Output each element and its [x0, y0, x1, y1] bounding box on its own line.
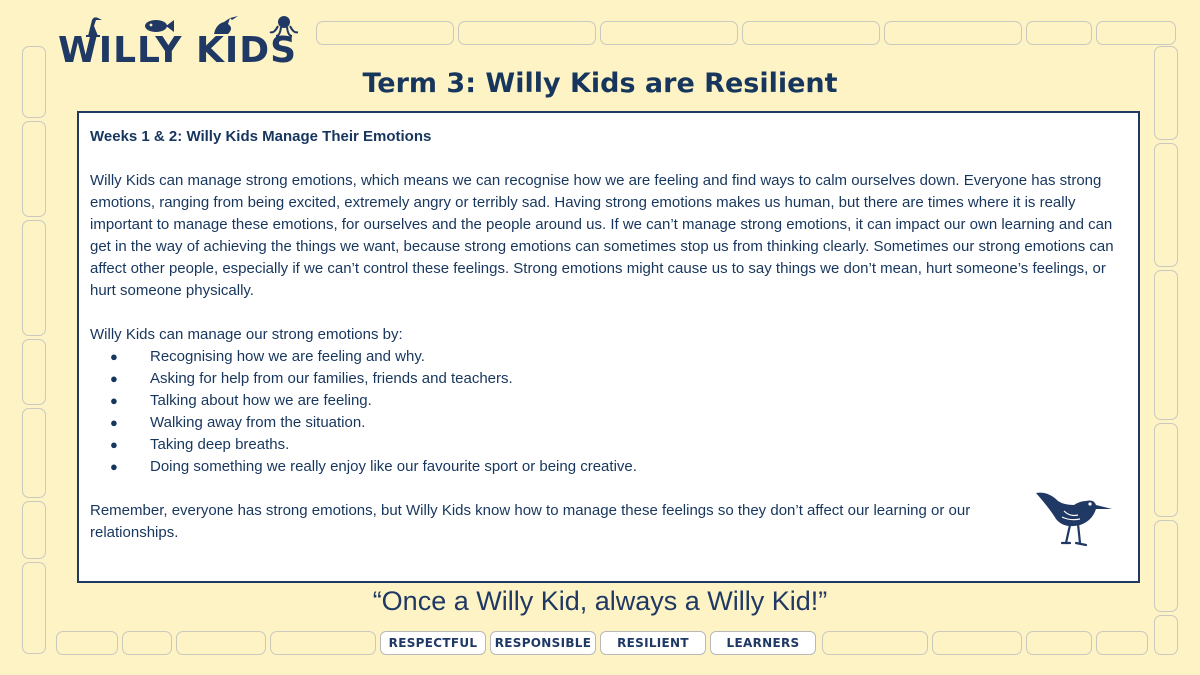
frame-tile [22, 501, 46, 559]
list-item-text: Asking for help from our families, friends and teachers. [150, 370, 513, 387]
frame-tile [1096, 631, 1148, 655]
frame-tile [176, 631, 266, 655]
bullet-icon: ● [110, 415, 118, 430]
intro-paragraph: Willy Kids can manage strong emotions, which means we can recognise how we are feeling and find ways to calm ourselves down. Everyone has strong emotions, ranging from being excited, extremely angry or terribly sad. Having strong emotions makes us human, but there are times where it is really important to manage these emotions, for ourselves and the people around us. If we can’t manage strong emotions, it can impact our own learning and can get in the way of achieving the things we want, because strong emotions can sometimes stop us from thinking clearly. Sometimes our strong emotions can affect other people, especially if we can’t control these feelings. Strong emotions might cause us to say things we don’t mean, hurt someone’s feelings, or hurt someone physically. [90, 172, 1114, 299]
frame-tile [932, 631, 1022, 655]
list-item-text: Recognising how we are feeling and why. [150, 348, 425, 365]
strategies-list [90, 346, 1127, 478]
frame-tile [270, 631, 376, 655]
closing-paragraph: Remember, everyone has strong emotions, but Willy Kids know how to manage these feelings so they don’t affect our learning or our relationships. [90, 502, 971, 541]
logo-text: WILLY KIDS [58, 30, 298, 71]
list-item-text: Talking about how we are feeling. [150, 392, 372, 409]
list-item [90, 368, 1127, 390]
bullet-icon: ● [110, 349, 118, 364]
list-item-text: Taking deep breaths. [150, 436, 290, 453]
value-tile-respectful: RESPECTFUL [380, 631, 486, 655]
frame-tile [1154, 270, 1178, 420]
frame-tile [22, 339, 46, 405]
bullet-icon: ● [110, 459, 118, 474]
value-tile-learners: LEARNERS [710, 631, 816, 655]
frame-tile [822, 631, 928, 655]
section-heading: Weeks 1 & 2: Willy Kids Manage Their Emotions [90, 128, 432, 145]
frame-tile [22, 121, 46, 217]
frame-tile [1154, 615, 1178, 655]
list-item [90, 456, 1127, 478]
bullet-icon: ● [110, 437, 118, 452]
bullet-icon: ● [110, 371, 118, 386]
frame-tile [22, 220, 46, 336]
frame-tile [742, 21, 880, 45]
list-item [90, 346, 1127, 368]
willet-bird-icon [1034, 487, 1114, 551]
list-intro: Willy Kids can manage our strong emotions by: [90, 326, 403, 343]
value-tile-responsible: RESPONSIBLE [490, 631, 596, 655]
frame-tile [1096, 21, 1176, 45]
frame-tile [1154, 423, 1178, 517]
frame-tile [56, 631, 118, 655]
frame-tile [22, 408, 46, 498]
motto: “Once a Willy Kid, always a Willy Kid!” [372, 586, 828, 616]
willy-kids-logo [58, 14, 298, 70]
value-tile-resilient: RESILIENT [600, 631, 706, 655]
frame-tile [122, 631, 172, 655]
list-item [90, 390, 1127, 412]
list-item [90, 434, 1127, 456]
frame-tile [600, 21, 738, 45]
frame-tile [1154, 143, 1178, 267]
list-item [90, 412, 1127, 434]
content-box [77, 111, 1140, 583]
frame-tile [316, 21, 454, 45]
list-item-text: Walking away from the situation. [150, 414, 366, 431]
bullet-icon: ● [110, 393, 118, 408]
frame-tile [884, 21, 1022, 45]
frame-tile [458, 21, 596, 45]
page-title: Term 3: Willy Kids are Resilient [362, 68, 838, 99]
frame-tile [1026, 21, 1092, 45]
list-item-text: Doing something we really enjoy like our favourite sport or being creative. [150, 458, 637, 475]
frame-tile [1026, 631, 1092, 655]
